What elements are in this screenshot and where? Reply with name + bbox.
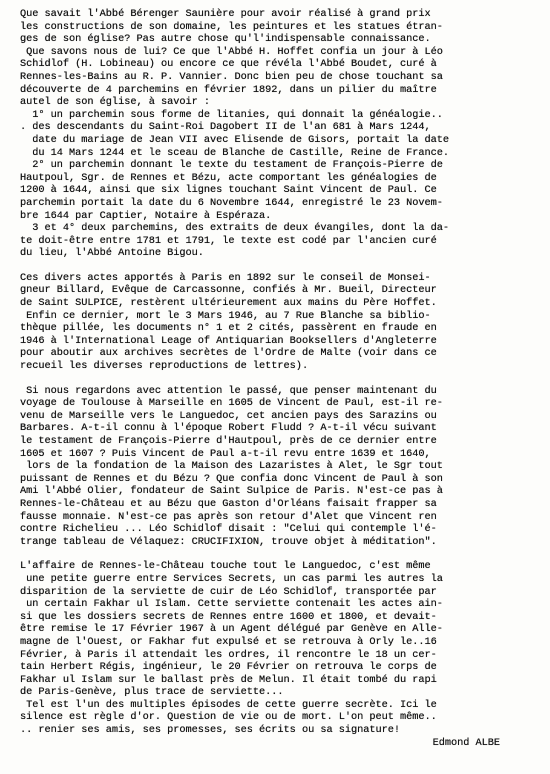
text-line: 1200 à 1644, ainsi que six lignes touchant Saint Vincent de Paul. Ce <box>20 184 437 197</box>
text-line: voyage de Toulouse à Marseille en 1605 de Vincent de Paul, est-il re- <box>20 397 443 410</box>
text-line: L'affaire de Rennes-le-Château touche tout le Languedoc, c'est même <box>20 560 431 573</box>
text-line: thèque pillée, les documents n° 1 et 2 cités, passèrent en fraude en <box>20 322 437 335</box>
text-line: Tel est l'un des multiples épisodes de cette guerre secrète. Ici le <box>20 698 437 711</box>
text-line: du lieu, l'Abbé Antoine Bigou. <box>20 247 204 260</box>
text-line: les constructions de son domaine, les peintures et les statues étran- <box>20 20 443 33</box>
text-line: Fakhar ul Islam sur le ballast près de Melun. Il était tombé du rapi <box>20 673 437 686</box>
text-line: pour aboutir aux archives secrètes de l'Ordre de Malte (voir dans ce <box>20 347 437 360</box>
text-line: trange tableau de Vélaquez: CRUCIFIXION, trouve objet à méditation". <box>20 535 437 548</box>
text-line: Rennes-les-Bains au R. P. Vannier. Donc bien peu de chose touchant sa <box>20 70 443 83</box>
text-line: 1605 et 1607 ? Puis Vincent de Paul a-t-il revu entre 1639 et 1640, <box>20 447 431 460</box>
text-line: tain Herbert Régis, ingénieur, le 20 Février on retrouva le corps de <box>20 661 437 674</box>
text-line: découverte de 4 parchemins en février 1892, dans un pilier du maître <box>20 83 437 96</box>
text-line: un certain Fakhar ul Islam. Cette serviette contenait les actes ain- <box>20 598 443 611</box>
paragraph <box>20 272 538 373</box>
text-line: fausse monnaie. N'est-ce pas après son retour d'Alet que Vincent ren <box>20 510 437 523</box>
text-line: Schidlof (H. Lobineau) ou encore ce que révéla l'Abbé Boudet, curé à <box>20 58 437 71</box>
text-line: bre 1644 par Captier, Notaire à Espéraza. <box>20 209 272 222</box>
text-line: disparition de la serviette de cuir de Léo Schidlof, transportée par <box>20 585 437 598</box>
text-line: . des descendants du Saint-Roi Dagobert II de l'an 681 à Mars 1244, <box>20 121 431 134</box>
text-line: 3 et 4° deux parchemins, des extraits de deux évangiles, dont la da- <box>20 222 450 235</box>
text-line: Hautpoul, Sgr. de Rennes et Bézu, acte comportant les généalogies de <box>20 171 437 184</box>
text-line: autel de son église, à savoir : <box>20 96 211 109</box>
text-line: Si nous regardons avec attention le passé, que penser maintenant du <box>20 384 437 397</box>
text-line: une petite guerre entre Services Secrets, un cas parmi les autres la <box>20 572 443 585</box>
text-line: le testament de François-Pierre d'Hautpoul, près de ce dernier entre <box>20 435 437 447</box>
text-line: ges de son église? Pas autre chose qu'l'indispensable connaissance. <box>20 33 431 46</box>
text-line: puissant de Rennes et du Bézu ? Que confia donc Vincent de Paul à son <box>20 472 443 485</box>
text-line: contre Richelieu ... Léo Schidlof disait : "Celui qui contemple l'é- <box>20 523 437 536</box>
text-line: de Saint SULPICE, restèrent ultérieurement aux mains du Père Hoffet. <box>20 297 437 310</box>
text-line: 2° un parchemin donnant le texte du testament de François-Pierre de <box>20 159 443 172</box>
text-line: Ami l'Abbé Olier, fondateur de Saint Sulpice de Paris. N'est-ce pas à <box>20 485 443 498</box>
text-line: Enfin ce dernier, mort le 3 Mars 1946, au 7 Rue Blanche sa biblio- <box>20 309 431 322</box>
text-line: lors de la fondation de la Maison des Lazaristes à Alet, le Sgr tout <box>20 460 443 473</box>
text-line: Barbares. A-t-il connu à l'époque Robert Fludd ? A-t-il vécu suivant <box>20 422 437 435</box>
text-line: gneur Billard, Evêque de Carcassonne, confiés à Mr. Bueil, Directeur <box>20 284 437 297</box>
text-line: de Paris-Genève, plus trace de serviette... <box>20 686 284 699</box>
text-line: 1946 à l'International Leage of Antiquarian Booksellers d'Angleterre <box>20 334 437 347</box>
text-line: parchemin portait la date du 6 Novembre 1644, enregistré le 23 Novem- <box>20 196 443 209</box>
text-line: 1° un parchemin sous forme de litanies, qui donnait la généalogie.. <box>20 108 443 121</box>
text-line: magne de l'Ouest, or Fakhar fut expulsé et se retrouva à Orly le..16 <box>20 635 437 648</box>
paragraph <box>20 560 538 749</box>
text-line: venu de Marseille vers le Languedoc, cet ancien pays des Sarazins ou <box>20 409 437 422</box>
text-line: être remise le 17 Février 1967 à un Agent délégué par Genève en Alle- <box>20 623 443 636</box>
paragraph <box>20 8 538 260</box>
text-line: si que les dossiers secrets de Rennes entre 1600 et 1800, et devait- <box>20 610 437 623</box>
text-line: silence est règle d'or. Question de vie ou de mort. L'on peut même.. <box>20 711 437 724</box>
text-line: .. renier ses amis, ses promesses, ses écrits ou sa signature! <box>20 724 401 737</box>
text-line: Février, à Paris il attendait les ordres, il rencontre le 18 un cer- <box>20 648 437 661</box>
text-line: Que savons nous de lui? Ce que l'Abbé H. Hoffet confia un jour à Léo <box>20 45 443 58</box>
text-line: te doit-être entre 1781 et 1791, le texte est codé par l'ancien curé <box>20 234 437 247</box>
text-line: Ces divers actes apportés à Paris en 1892 sur le conseil de Monsei- <box>20 271 431 284</box>
text-line: Que savait l'Abbé Bérenger Saunière pour avoir réalisé à grand prix <box>20 8 431 20</box>
paragraph <box>20 385 538 549</box>
text-line: Rennes-le-Château et au Bézu que Gaston d'Orléans faisait frapper sa <box>20 497 437 510</box>
text-line: du 14 Mars 1244 et le sceau de Blanche de Castille, Reine de France. <box>20 146 450 159</box>
signature: Edmond ALBE <box>432 736 500 749</box>
text-line: date du mariage de Jean VII avec Elisende de Gisors, portait la date <box>20 133 450 146</box>
text-line: recueil les diverses reproductions de lettres). <box>20 360 309 373</box>
